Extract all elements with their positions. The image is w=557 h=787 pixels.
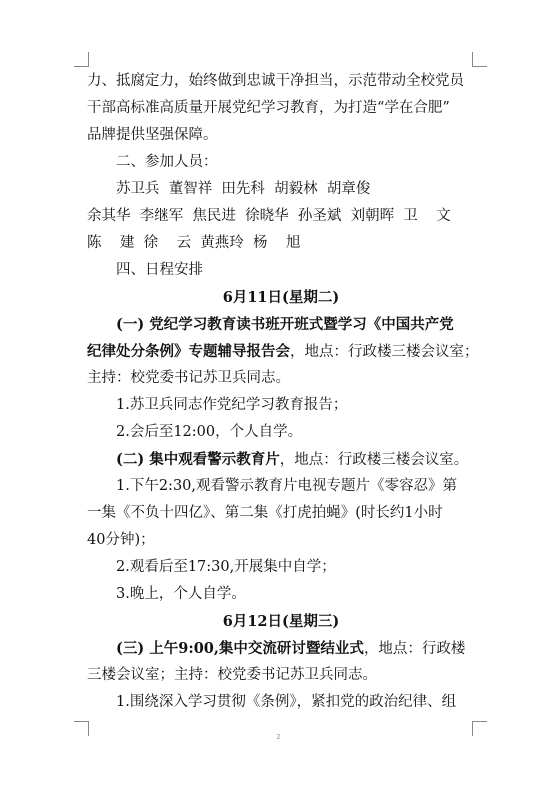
session-2-item-1-cont: 40分钟)； — [87, 532, 155, 548]
participant-names-line: 陈 建 徐 云 黄燕玲 杨 旭 — [87, 235, 301, 251]
session-1-title-bold: 纪律处分条例》专题辅导报告会 — [87, 343, 290, 360]
section-heading-schedule: 四、日程安排 — [116, 262, 203, 278]
session-2-location: ，地点：行政楼三楼会议室。 — [279, 452, 469, 468]
day-heading-june-11: 6月11日(星期二) — [222, 289, 340, 306]
session-1-location: ，地点：行政楼三楼会议室； — [290, 344, 479, 360]
session-3-host: 三楼会议室；主持：校党委书记苏卫兵同志。 — [87, 667, 377, 683]
session-1-title: (一) 党纪学习教育读书班开班式暨学习《中国共产党 — [116, 316, 454, 333]
paragraph-line: 力、抵腐定力，始终做到忠诚干净担当，示范带动全校党员 — [87, 73, 464, 89]
crop-mark-top-right — [472, 52, 487, 67]
session-1-item-1: 1.苏卫兵同志作党纪学习教育报告； — [116, 397, 348, 413]
session-2-item-1-cont: 一集《不负十四亿》、第二集《打虎拍蝇》(时长约1小时 — [87, 505, 443, 521]
page-number: 2 — [276, 733, 281, 741]
document-body — [87, 68, 479, 716]
session-2-item-2: 2.观看后至17:30,开展集中自学； — [116, 559, 336, 575]
participant-names-line: 余其华 李继军 焦民进 徐晓华 孙圣斌 刘朝晖 卫 文 — [87, 208, 451, 224]
paragraph-line: 品牌提供坚强保障。 — [87, 127, 218, 143]
session-3-title: (三) 上午9:00,集中交流研讨暨结业式 — [116, 640, 364, 657]
participant-names-line: 苏卫兵 董智祥 田先科 胡毅林 胡章俊 — [116, 181, 371, 197]
session-3-title-line — [87, 635, 475, 662]
session-2-title-line — [87, 446, 475, 473]
crop-mark-top-left — [74, 52, 89, 67]
session-2-title: (二) 集中观看警示教育片 — [116, 451, 280, 468]
session-3-location: ，地点：行政楼 — [363, 641, 466, 657]
day-heading-june-12: 6月12日(星期三) — [222, 613, 340, 630]
session-1-host: 主持：校党委书记苏卫兵同志。 — [87, 370, 290, 386]
session-3-item-1: 1.围绕深入学习贯彻《条例》，紧扣党的政治纪律、组 — [116, 694, 457, 710]
session-1-title-cont — [87, 338, 479, 365]
session-1-item-2: 2.会后至12:00，个人自学。 — [116, 424, 303, 440]
session-2-item-1: 1.下午2:30,观看警示教育片电视专题片《零容忍》第 — [116, 478, 458, 494]
section-heading-participants: 二、参加人员： — [116, 154, 218, 170]
session-2-item-3: 3.晚上，个人自学。 — [116, 586, 246, 602]
paragraph-line: 干部高标准高质量开展党纪学习教育，为打造“学在合肥” — [87, 100, 450, 116]
